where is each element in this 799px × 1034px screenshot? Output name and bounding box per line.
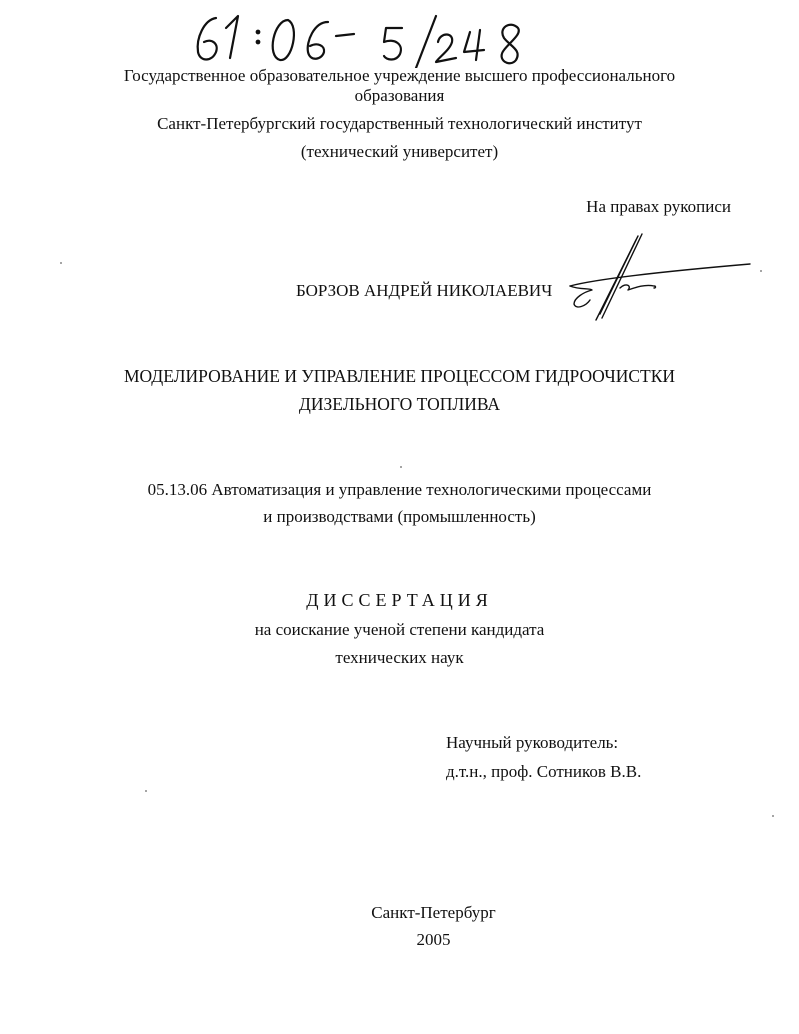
supervisor-label: Научный руководитель:: [446, 733, 619, 752]
institution-line-3: Санкт-Петербургский государственный технологический институт: [157, 114, 642, 133]
dissertation-title-line-1: МОДЕЛИРОВАНИЕ И УПРАВЛЕНИЕ ПРОЦЕССОМ ГИДРООЧИСТКИ: [123, 366, 676, 386]
scan-speck: [772, 815, 774, 817]
institution-line-1: Государственное образовательное учреждение высшего профессионального: [123, 66, 676, 85]
degree-line-1: на соискание ученой степени кандидата: [254, 620, 545, 639]
city: Санкт-Петербург: [371, 903, 496, 922]
scan-speck: [760, 270, 762, 272]
institution-line-4: (технический университет): [300, 142, 499, 161]
degree-heading: ДИССЕРТАЦИЯ: [306, 590, 493, 610]
specialty-line-2: и производствами (промышленность): [263, 507, 536, 526]
scan-speck: [145, 790, 147, 792]
degree-line-2: технических наук: [335, 648, 464, 667]
author-name: БОРЗОВ АНДРЕЙ НИКОЛАЕВИЧ: [296, 281, 553, 300]
scan-speck: [60, 262, 62, 264]
dissertation-title-line-2: ДИЗЕЛЬНОГО ТОПЛИВА: [298, 394, 501, 414]
institution-line-2: образования: [354, 86, 445, 105]
supervisor-name: д.т.н., проф. Сотников В.В.: [446, 762, 642, 781]
specialty-line-1: 05.13.06 Автоматизация и управление технологическими процессами: [147, 480, 652, 499]
scan-speck: [400, 466, 402, 468]
handwritten-archive-number: [188, 6, 548, 68]
manuscript-note: На правах рукописи: [586, 197, 731, 216]
year: 2005: [416, 930, 451, 949]
signature-icon: [560, 228, 760, 324]
